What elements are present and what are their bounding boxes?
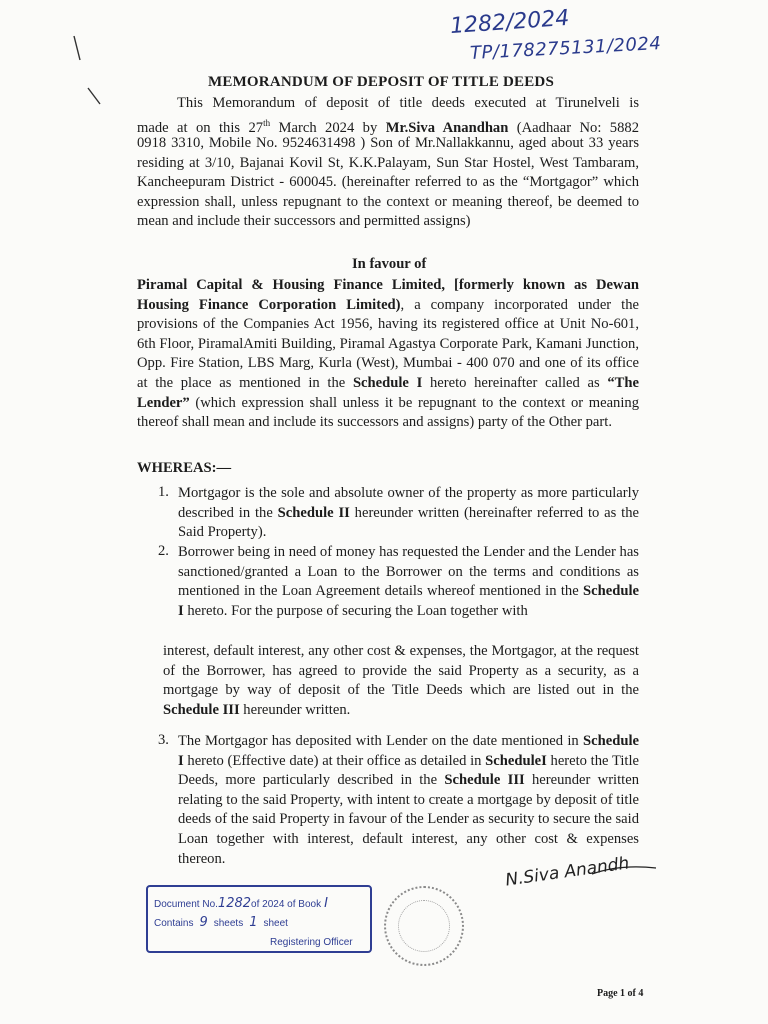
stamp-doc-label: Document No. xyxy=(154,899,218,910)
ref-number-handwritten: TP/178275131/2024 xyxy=(469,33,662,64)
mortgagor-name: Mr.Siva Anandhan xyxy=(385,119,509,136)
stamp-line-2 xyxy=(154,915,288,930)
clause-3-c: hereto (Effective date) at their office as detailed in xyxy=(183,752,486,769)
intro-aadhaar-start: (Aadhaar No: 5882 xyxy=(508,119,639,136)
intro-date-prefix: made at on this 27 xyxy=(137,119,264,136)
page-number: Page 1 of 4 xyxy=(597,988,644,999)
embossed-seal-inner xyxy=(398,900,450,952)
clause-3-number: 3. xyxy=(158,732,169,748)
clause-2-schedule: Schedule I xyxy=(178,583,639,619)
stamp-sheets-count: 9 xyxy=(199,915,208,930)
stamp-book-number: I xyxy=(324,896,328,911)
clause-2 xyxy=(178,543,639,621)
clause-3-e: hereto the Title Deeds, more particularly described in the xyxy=(178,752,639,789)
clause-3-schedule-3: Schedule III xyxy=(444,772,525,789)
clause-1-schedule: Schedule II xyxy=(277,504,350,521)
mortgagor-signature: N.Siva Anandh xyxy=(504,853,631,891)
clause-1 xyxy=(178,484,639,543)
lender-name: Piramal Capital & Housing Finance Limited, [formerly known as Dewan Housing Finance Corporation Limited) xyxy=(137,277,639,313)
clause-2-c: hereto. For the purpose of securing the Loan together with xyxy=(183,602,528,619)
registration-stamp xyxy=(146,885,372,953)
stamp-officer: Registering Officer xyxy=(270,937,353,948)
intro-line1-text: This Memorandum of deposit of title deeds executed at Tirunelveli is xyxy=(177,95,639,111)
intro-line-1 xyxy=(137,94,639,114)
lender-schedule-ref: Schedule I xyxy=(352,374,423,391)
doc-number-handwritten: 1282/2024 xyxy=(449,5,571,40)
stamp-year-label: of 2024 of Book xyxy=(251,899,322,910)
lender-paragraph xyxy=(137,276,639,433)
intro-date-sup: th xyxy=(263,118,271,128)
lender-text-a: , a company incorporated under the provisions of the Companies Act 1956, having its registered office at Unit No-601, 6th Floor, PiramalAmiti Building, Piramal Agastya Corporate Park, Kamani Junction, Opp. Fire Station, LBS Marg, Kurla (West), Mumbai - 400 070 and one of its office at the place as mentioned in the xyxy=(137,296,639,391)
clause-3-schedule-1: Schedule I xyxy=(178,733,639,769)
intro-date-suffix: March 2024 by xyxy=(270,119,386,136)
clause-1-c: hereunder written (hereinafter referred to as the Said Property). xyxy=(178,504,640,541)
clause-2-number: 2. xyxy=(158,543,169,559)
stamp-doc-number: 1282 xyxy=(217,896,252,911)
signature-underline xyxy=(590,860,660,880)
lender-text-c: (which expression shall unless it be repugnant to the context or meaning thereof shall mean and include its successors and assigns) party of the Other part. xyxy=(137,394,639,431)
document-title: MEMORANDUM OF DEPOSIT OF TITLE DEEDS xyxy=(208,74,554,90)
stamp-sheet-label: sheet xyxy=(263,918,288,929)
stamp-sheet-count: 1 xyxy=(249,915,258,930)
margin-marks xyxy=(60,30,110,110)
clause-1-a: Mortgagor is the sole and absolute owner of the property as more particularly described in the xyxy=(178,485,639,521)
intro-rest: 0918 3310, Mobile No. 9524631498 ) Son of Mr.Nallakkannu, aged about 33 years residing at 3/10, Bajanai Kovil St, K.K.Palayam, Sun Star Hostel, West Tambaram, Kancheepuram District - 600045. (hereinafter referred to as the “Mortgagor” which expression shall, unless repugnant to the context or meaning thereof, be deemed to mean and include their successors and permitted assigns) xyxy=(137,135,639,230)
stamp-line-1 xyxy=(154,896,331,911)
clause-3 xyxy=(178,732,639,869)
clause-2-continuation xyxy=(163,642,639,720)
clause-3-g: hereunder written relating to the said Property, with intent to create a mortgage by deposit of title deeds of the said Property in favour of the Lender as security to secure the said Loan together with interest, default interest, any other cost & expenses thereon. xyxy=(178,772,639,867)
clause-2-cont-a: interest, default interest, any other cost & expenses, the Mortgagor, at the request of the Borrower, has agreed to provide the said Property as a security, as a mortgage by way of deposit of the Title Deeds which are listed out in the xyxy=(163,643,639,699)
clause-3-a: The Mortgagor has deposited with Lender on the date mentioned in xyxy=(178,733,584,749)
clause-2-a: Borrower being in need of money has requested the Lender and the Lender has sanctioned/granted a Loan to the Borrower on the terms and conditions as mentioned in the Loan Agreement details whereof mentioned in the xyxy=(178,544,639,600)
clause-3-schedule-2: ScheduleI xyxy=(485,752,547,769)
lender-text-b: hereto hereinafter called as xyxy=(422,374,608,391)
clause-2-cont-schedule: Schedule III xyxy=(163,701,240,718)
whereas-heading: WHEREAS:— xyxy=(137,460,232,476)
clause-2-cont-c: hereunder written. xyxy=(239,701,351,718)
clause-1-number: 1. xyxy=(158,484,169,500)
stamp-contains-label: Contains xyxy=(154,918,194,929)
in-favour-heading: In favour of xyxy=(352,256,427,272)
lender-label: “The Lender” xyxy=(137,374,639,411)
stamp-sheets-label: sheets xyxy=(213,918,244,929)
